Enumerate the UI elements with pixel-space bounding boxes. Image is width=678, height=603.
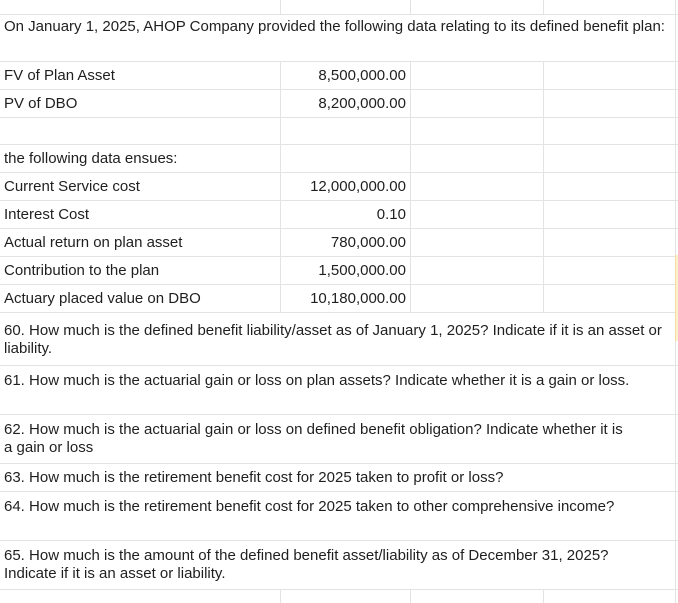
label-text: Actual return on plan asset [4,234,183,251]
empty-row [0,118,678,145]
table-row [0,201,678,229]
question-cell-62[interactable] [0,415,675,463]
question-text: 63. How much is the retirement benefit cost for 2025 taken to profit or loss? [4,469,504,486]
table-row [0,90,678,118]
label-text: Interest Cost [4,206,90,223]
value-text: 10,180,000.00 [310,290,406,307]
question-cell-65[interactable] [0,541,675,589]
empty-row [0,590,678,603]
value-text: 0.10 [376,206,406,223]
empty-row [0,0,678,15]
question-row [0,415,678,464]
label-text: Current Service cost [4,178,140,195]
ensues-cell[interactable] [0,145,280,172]
table-row [0,285,678,313]
question-cell-61[interactable] [0,366,675,414]
intro-cell[interactable] [0,15,675,61]
value-text: 1,500,000.00 [318,262,406,279]
value-cell[interactable] [281,173,410,200]
table-row [0,257,678,285]
value-cell[interactable] [281,90,410,117]
label-text: FV of Plan Asset [4,67,115,84]
value-cell[interactable] [281,285,410,312]
label-text: PV of DBO [4,95,78,112]
intro-row [0,15,678,62]
question-text: 65. How much is the amount of the defined benefit asset/liability as of December 31, 2025? Indicate if it is an asset or liability. [4,547,609,582]
value-cell[interactable] [281,62,410,89]
table-row [0,229,678,257]
value-text: 8,500,000.00 [318,67,406,84]
ensues-row [0,145,678,173]
intro-text: On January 1, 2025, AHOP Company provided the following data relating to its defined benefit plan: [4,18,665,35]
question-cell-60[interactable] [0,313,675,365]
value-text: 12,000,000.00 [310,178,406,195]
label-text: Actuary placed value on DBO [4,290,201,307]
label-cell[interactable] [0,173,280,200]
table-row [0,173,678,201]
label-cell[interactable] [0,257,280,284]
question-row [0,366,678,415]
value-text: 780,000.00 [330,234,406,251]
question-text: 61. How much is the actuarial gain or loss on plan assets? Indicate whether it is a gain or loss. [4,372,630,389]
question-text: 62. How much is the actuarial gain or loss on defined benefit obligation? Indicate whether it is a gain or loss [4,421,623,456]
label-cell[interactable] [0,201,280,228]
question-row [0,541,678,590]
question-text: 60. How much is the defined benefit liability/asset as of January 1, 2025? Indicate if it is an asset or liability. [4,322,662,357]
label-cell[interactable] [0,62,280,89]
value-text: 8,200,000.00 [318,95,406,112]
label-cell[interactable] [0,90,280,117]
label-cell[interactable] [0,229,280,256]
value-cell[interactable] [281,201,410,228]
table-row [0,62,678,90]
label-cell[interactable] [0,285,280,312]
question-row [0,492,678,541]
ensues-text: the following data ensues: [4,150,178,167]
question-cell-63[interactable] [0,464,675,491]
label-text: Contribution to the plan [4,262,160,279]
question-row [0,464,678,492]
question-text: 64. How much is the retirement benefit cost for 2025 taken to other comprehensive income? [4,498,615,515]
question-row [0,313,678,366]
value-cell[interactable] [281,229,410,256]
question-cell-64[interactable] [0,492,675,540]
value-cell[interactable] [281,257,410,284]
